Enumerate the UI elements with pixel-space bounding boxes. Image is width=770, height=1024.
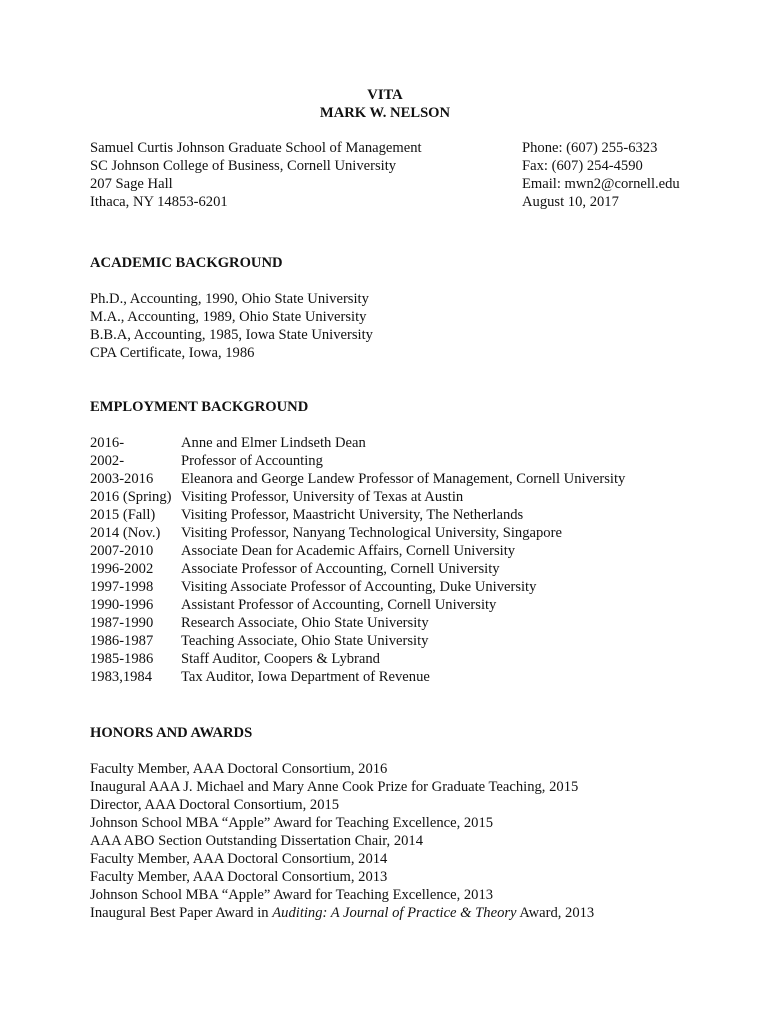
employment-date: 2007-2010 bbox=[90, 543, 154, 559]
vita-title bbox=[0, 86, 770, 122]
employment-row bbox=[90, 578, 740, 596]
employment-date: 1985-1986 bbox=[90, 651, 154, 667]
list-item: AAA ABO Section Outstanding Dissertation Chair, 2014 bbox=[90, 833, 424, 849]
title-name: MARK W. NELSON bbox=[319, 105, 451, 121]
list-item: M.A., Accounting, 1989, Ohio State University bbox=[90, 309, 367, 325]
address-block bbox=[90, 139, 490, 211]
employment-list bbox=[90, 434, 740, 686]
address-line: SC Johnson College of Business, Cornell University bbox=[90, 158, 397, 174]
list-item: CPA Certificate, Iowa, 1986 bbox=[90, 345, 255, 361]
list-item: Director, AAA Doctoral Consortium, 2015 bbox=[90, 797, 340, 813]
employment-row bbox=[90, 470, 740, 488]
employment-title: Associate Dean for Academic Affairs, Cornell University bbox=[181, 543, 516, 559]
employment-row bbox=[90, 452, 740, 470]
fax: Fax: (607) 254-4590 bbox=[522, 158, 643, 174]
employment-date: 2015 (Fall) bbox=[90, 507, 156, 523]
employment-title: Professor of Accounting bbox=[181, 453, 323, 469]
title-vita: VITA bbox=[367, 87, 403, 103]
employment-title: Assistant Professor of Accounting, Cornell University bbox=[181, 597, 497, 613]
employment-date: 2002- bbox=[90, 453, 125, 469]
list-item bbox=[90, 904, 740, 922]
employment-date: 1983,1984 bbox=[90, 669, 153, 685]
employment-date: 2014 (Nov.) bbox=[90, 525, 161, 541]
employment-row bbox=[90, 614, 740, 632]
employment-date: 1990-1996 bbox=[90, 597, 154, 613]
vita-date: August 10, 2017 bbox=[522, 194, 619, 210]
employment-row bbox=[90, 632, 740, 650]
employment-date: 1996-2002 bbox=[90, 561, 154, 577]
employment-row bbox=[90, 542, 740, 560]
employment-title: Research Associate, Ohio State University bbox=[181, 615, 429, 631]
employment-row bbox=[90, 524, 740, 542]
honors-heading: HONORS AND AWARDS bbox=[90, 725, 253, 741]
employment-title: Associate Professor of Accounting, Cornell University bbox=[181, 561, 500, 577]
employment-row bbox=[90, 434, 740, 452]
list-item: Johnson School MBA “Apple” Award for Teaching Excellence, 2013 bbox=[90, 887, 494, 903]
award-prefix: Inaugural Best Paper Award in bbox=[90, 905, 273, 921]
employment-title: Visiting Professor, University of Texas at Austin bbox=[181, 489, 464, 505]
address-line: Samuel Curtis Johnson Graduate School of Management bbox=[90, 140, 422, 156]
employment-title: Anne and Elmer Lindseth Dean bbox=[181, 435, 366, 451]
list-item: Faculty Member, AAA Doctoral Consortium, 2016 bbox=[90, 761, 388, 777]
award-suffix: Award, 2013 bbox=[516, 905, 595, 921]
employment-row bbox=[90, 488, 740, 506]
academic-list bbox=[90, 290, 740, 362]
employment-title: Visiting Associate Professor of Accounting, Duke University bbox=[181, 579, 537, 595]
employment-row bbox=[90, 596, 740, 614]
employment-date: 2016- bbox=[90, 435, 125, 451]
employment-date: 1987-1990 bbox=[90, 615, 154, 631]
list-item: Inaugural AAA J. Michael and Mary Anne Cook Prize for Graduate Teaching, 2015 bbox=[90, 779, 579, 795]
phone: Phone: (607) 255-6323 bbox=[522, 140, 658, 156]
employment-row bbox=[90, 506, 740, 524]
list-item: Ph.D., Accounting, 1990, Ohio State University bbox=[90, 291, 369, 307]
contact-block bbox=[522, 139, 752, 211]
address-line: 207 Sage Hall bbox=[90, 176, 173, 192]
employment-date: 2016 (Spring) bbox=[90, 489, 172, 505]
employment-date: 2003-2016 bbox=[90, 471, 154, 487]
employment-title: Visiting Professor, Maastricht University, The Netherlands bbox=[181, 507, 524, 523]
academic-heading: ACADEMIC BACKGROUND bbox=[90, 255, 283, 271]
list-item: B.B.A, Accounting, 1985, Iowa State University bbox=[90, 327, 373, 343]
employment-row bbox=[90, 650, 740, 668]
honors-list bbox=[90, 760, 740, 922]
employment-title: Eleanora and George Landew Professor of Management, Cornell University bbox=[181, 471, 626, 487]
email: Email: mwn2@cornell.edu bbox=[522, 176, 680, 192]
employment-title: Teaching Associate, Ohio State University bbox=[181, 633, 429, 649]
address-line: Ithaca, NY 14853-6201 bbox=[90, 194, 228, 210]
employment-title: Visiting Professor, Nanyang Technological University, Singapore bbox=[181, 525, 562, 541]
list-item: Johnson School MBA “Apple” Award for Teaching Excellence, 2015 bbox=[90, 815, 494, 831]
employment-row bbox=[90, 668, 740, 686]
journal-name: Auditing: A Journal of Practice & Theory bbox=[272, 905, 517, 921]
employment-title: Tax Auditor, Iowa Department of Revenue bbox=[181, 669, 430, 685]
employment-title: Staff Auditor, Coopers & Lybrand bbox=[181, 651, 380, 667]
employment-heading: EMPLOYMENT BACKGROUND bbox=[90, 399, 309, 415]
list-item: Faculty Member, AAA Doctoral Consortium, 2013 bbox=[90, 869, 388, 885]
employment-date: 1997-1998 bbox=[90, 579, 154, 595]
employment-date: 1986-1987 bbox=[90, 633, 154, 649]
employment-row bbox=[90, 560, 740, 578]
list-item: Faculty Member, AAA Doctoral Consortium, 2014 bbox=[90, 851, 388, 867]
